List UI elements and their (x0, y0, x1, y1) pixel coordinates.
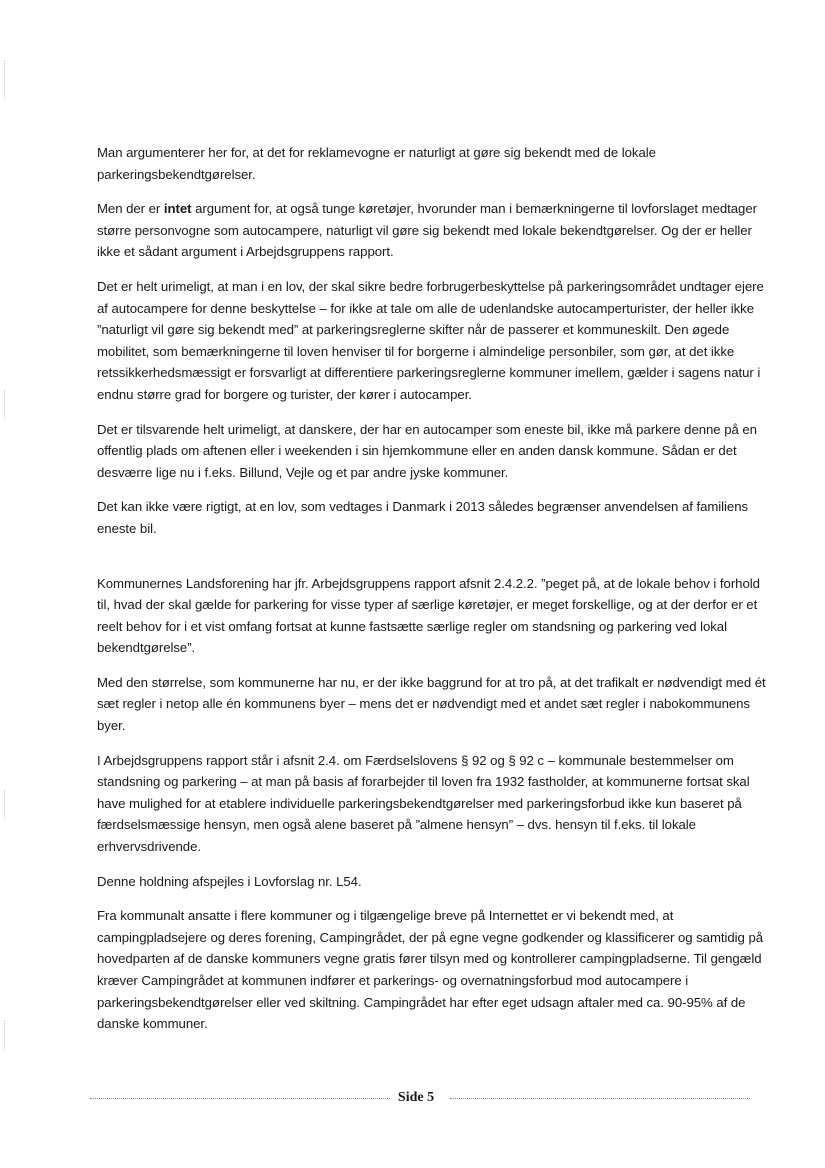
footer-rule-left (90, 1098, 390, 1099)
scan-margin-artifact (4, 790, 7, 820)
paragraph-7: Med den størrelse, som kommunerne har nu, er der ikke baggrund for at tro på, at det trafikalt er nødvendigt med ét sæt regler i netop alle én kommunens byer – mens det er nødvendigt med et andet sæt regler i nabokommunens byer. (97, 674, 766, 734)
scan-margin-artifact (4, 60, 7, 100)
page-footer (90, 1088, 750, 1108)
scan-margin-artifact (4, 1020, 7, 1050)
paragraph-10: Fra kommunalt ansatte i flere kommuner og i tilgængelige breve på Internettet er vi bekendt med, at campingpladsejere og deres forening, Campingrådet, der på egne vegne godkender og klassificerer og samtidig på hovedparten af de danske kommuners vegne gratis fører tilsyn med og kontrollerer campingpladserne. Til gengæld kræver Campingrådet at kommunen indfører et parkerings- og overnatningsforbud mod autocampere i parkeringsbekendtgørelser eller ved skiltning. Campingrådet har efter eget udsagn aftaler med ca. 90-95% af de danske kommuner. (97, 908, 764, 1032)
document-body (97, 142, 769, 1048)
paragraph-2-pre: Men der er (97, 201, 164, 217)
paragraph-1: Man argumenterer her for, at det for reklamevogne er naturligt at gøre sig bekendt med de lokale parkeringsbekendtgørelser. (97, 145, 656, 182)
scan-margin-artifact (4, 390, 7, 420)
paragraph-4: Det er tilsvarende helt urimeligt, at danskere, der har en autocamper som eneste bil, ikke må parkere denne på en offentlig plads om aftenen eller i weekenden i sin hjemkommune eller en anden dansk kommune. Sådan er det desværre lige nu i f.eks. Billund, Vejle og et par andre jyske kommuner. (97, 421, 757, 480)
paragraph-6: Kommunernes Landsforening har jfr. Arbejdsgruppens rapport afsnit 2.4.2.2. ”peget på, at de lokale behov i forhold til, hvad der skal gælde for parkering for visse typer af særlige køretøjer, er meget forskellige, og at der derfor er et reelt behov for i et vist omfang fortsat at kunne fastsætte særlige regler om standsning og parkering ved lokal bekendtgørelse”. (97, 575, 760, 656)
paragraph-5: Det kan ikke være rigtigt, at en lov, som vedtages i Danmark i 2013 således begrænser anvendelsen af familiens eneste bil. (97, 499, 749, 536)
paragraph-2-emphasis: intet (163, 201, 192, 217)
paragraph-2-post: argument for, at også tunge køretøjer, hvorunder man i bemærkningerne til lovforslaget medtager større personvogne som autocampere, naturligt vil gøre sig bekendt med lokale bekendtgørelser. Og der er heller ikke et sådant argument i Arbejdsgruppens rapport. (97, 201, 757, 260)
page-number: Side 5 (397, 1090, 435, 1105)
paragraph-8: I Arbejdsgruppens rapport står i afsnit 2.4. om Færdselslovens § 92 og § 92 c – kommunale bestemmelser om standsning og parkering – at man på basis af forarbejder til loven fra 1932 fastholder, at kommunerne fortsat skal have mulighed for at etablere individuelle parkeringsbekendtgørelser med parkeringsforbud ikke kun baseret på færdselsmæssige hensyn, men også alene baseret på ”almene hensyn” – dvs. hensyn til f.eks. til lokale erhvervsdrivende. (97, 752, 750, 855)
paragraph-3: Det er helt urimeligt, at man i en lov, der skal sikre bedre forbrugerbeskyttelse på parkeringsområdet undtager ejere af autocampere for denne beskyttelse – for ikke at tale om alle de udenlandske autocamperturister, der heller ikke ”naturligt vil gøre sig bekendt med” at parkeringsreglerne skifter når de passerer et kommuneskilt. Den øgede mobilitet, som bemærkningerne til loven henviser til for borgerne i almindelige personbiler, som gør, at det ikke retssikkerhedsmæssigt er forsvarligt at differentiere parkeringsreglerne kommuner imellem, gælder i sagens natur i endnu større grad for borgere og turister, der kører i autocamper. (97, 278, 764, 402)
footer-rule-right (450, 1098, 750, 1099)
paragraph-2 (97, 198, 769, 263)
paragraph-9: Denne holdning afspejles i Lovforslag nr. L54. (97, 873, 362, 889)
